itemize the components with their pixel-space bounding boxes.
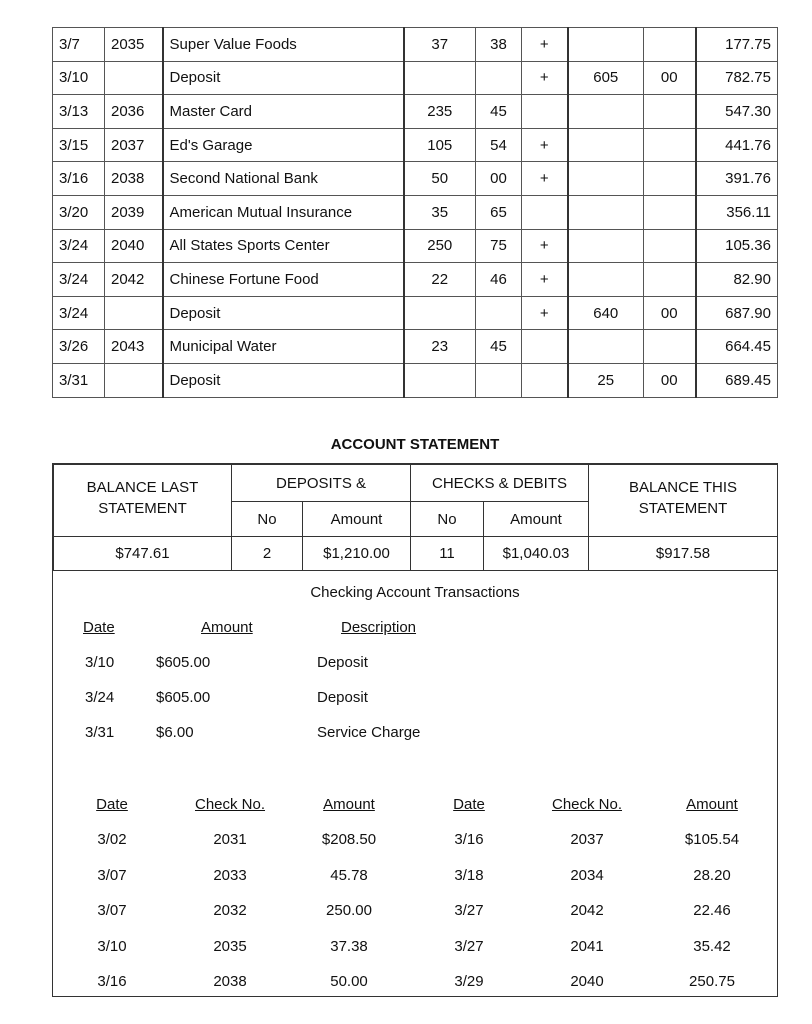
deposit-description: Deposit [317, 689, 368, 706]
check-date-left: 3/16 [97, 973, 127, 990]
reg-cleared-mark [522, 363, 568, 397]
check-date-right: 3/27 [454, 937, 484, 955]
reg-date: 3/16 [53, 162, 105, 196]
reg-date: 3/10 [53, 61, 105, 95]
reg-payment-dollars: 23 [404, 330, 476, 364]
check-amount-left: 250.00 [326, 902, 372, 919]
reg-payment-cents: 45 [476, 95, 522, 129]
reg-deposit-cents: 00 [644, 296, 696, 330]
reg-description: Ed's Garage [163, 128, 404, 162]
reg-balance: 664.45 [696, 330, 778, 364]
reg-cleared-mark: + [522, 229, 568, 263]
reg-description: Second National Bank [163, 162, 404, 196]
deposits-amount-value: $1,210.00 [303, 537, 411, 571]
check-date-right: 3/27 [454, 902, 484, 919]
check-amount-header-left: Amount [323, 796, 375, 813]
check-no-header-left: Check No. [194, 796, 266, 813]
reg-balance: 82.90 [696, 263, 778, 297]
reg-description: All States Sports Center [163, 229, 404, 263]
reg-deposit-dollars [568, 28, 644, 62]
reg-check-no: 2038 [105, 162, 163, 196]
reg-description: Municipal Water [163, 330, 404, 364]
register-row [53, 296, 778, 330]
reg-deposit-cents [644, 128, 696, 162]
reg-balance: 177.75 [696, 28, 778, 62]
reg-deposit-cents [644, 162, 696, 196]
checks-amount-value: $1,040.03 [484, 537, 589, 571]
check-no-header-right: Check No. [551, 796, 623, 813]
check-number-left: 2032 [213, 902, 247, 919]
deposit-date-header: Date [83, 619, 115, 636]
reg-deposit-dollars: 640 [568, 296, 644, 330]
reg-payment-dollars: 37 [404, 28, 476, 62]
reg-payment-cents [476, 61, 522, 95]
reg-date: 3/26 [53, 330, 105, 364]
checks-debits-header: CHECKS & DEBITS [411, 465, 589, 502]
reg-payment-dollars [404, 296, 476, 330]
reg-description: Super Value Foods [163, 28, 404, 62]
check-amount-right: 250.75 [689, 973, 735, 990]
reg-deposit-dollars [568, 95, 644, 129]
reg-description: Deposit [163, 363, 404, 397]
check-date-right: 3/16 [454, 831, 484, 848]
reg-date: 3/7 [53, 28, 105, 62]
deposit-amount-header: Amount [201, 619, 253, 636]
deposit-amount: $6.00 [156, 724, 194, 741]
reg-description: American Mutual Insurance [163, 195, 404, 229]
check-amount-right: 28.20 [693, 866, 731, 884]
check-date-header-left: Date [96, 796, 128, 813]
reg-cleared-mark: + [522, 296, 568, 330]
check-number-right: 2041 [570, 937, 604, 955]
reg-date: 3/24 [53, 229, 105, 263]
check-number-left: 2031 [213, 831, 247, 848]
reg-deposit-dollars [568, 330, 644, 364]
reg-check-no: 2042 [105, 263, 163, 297]
check-amount-left: 37.38 [330, 937, 368, 955]
reg-cleared-mark [522, 330, 568, 364]
reg-date: 3/15 [53, 128, 105, 162]
reg-payment-dollars: 250 [404, 229, 476, 263]
balance-last-header: BALANCE LAST STATEMENT [54, 465, 232, 537]
reg-payment-cents: 38 [476, 28, 522, 62]
transactions-title: Checking Account Transactions [310, 584, 520, 601]
reg-deposit-cents [644, 263, 696, 297]
register-row [53, 195, 778, 229]
reg-check-no: 2036 [105, 95, 163, 129]
checks-no-value: 11 [411, 537, 484, 571]
reg-deposit-cents [644, 330, 696, 364]
reg-balance: 441.76 [696, 128, 778, 162]
check-number-right: 2037 [570, 831, 604, 848]
reg-payment-cents [476, 296, 522, 330]
reg-check-no [105, 363, 163, 397]
reg-deposit-cents: 00 [644, 363, 696, 397]
reg-cleared-mark: + [522, 28, 568, 62]
reg-cleared-mark [522, 95, 568, 129]
check-amount-left: 45.78 [330, 866, 368, 884]
reg-deposit-cents: 00 [644, 61, 696, 95]
check-amount-header-right: Amount [686, 796, 738, 813]
reg-deposit-dollars [568, 229, 644, 263]
reg-payment-dollars: 235 [404, 95, 476, 129]
checks-no-header: No [411, 502, 484, 537]
reg-cleared-mark: + [522, 128, 568, 162]
reg-balance: 547.30 [696, 95, 778, 129]
register-row [53, 229, 778, 263]
register-row [53, 162, 778, 196]
check-number-right: 2042 [570, 902, 604, 919]
deposit-description: Service Charge [317, 724, 421, 741]
reg-check-no [105, 61, 163, 95]
reg-payment-cents: 46 [476, 263, 522, 297]
check-date-left: 3/10 [97, 937, 127, 955]
reg-payment-cents: 65 [476, 195, 522, 229]
check-date-right: 3/29 [454, 973, 484, 990]
reg-payment-dollars: 35 [404, 195, 476, 229]
reg-balance: 687.90 [696, 296, 778, 330]
reg-deposit-dollars [568, 162, 644, 196]
reg-date: 3/20 [53, 195, 105, 229]
reg-balance: 356.11 [696, 195, 778, 229]
statement-title: ACCOUNT STATEMENT [330, 436, 500, 453]
reg-deposit-dollars [568, 128, 644, 162]
balance-this-header: BALANCE THIS STATEMENT [589, 465, 778, 537]
reg-cleared-mark: + [522, 263, 568, 297]
check-amount-left: 50.00 [330, 973, 368, 990]
reg-check-no: 2039 [105, 195, 163, 229]
reg-cleared-mark [522, 195, 568, 229]
reg-check-no: 2037 [105, 128, 163, 162]
reg-date: 3/24 [53, 263, 105, 297]
reg-balance: 391.76 [696, 162, 778, 196]
reg-payment-dollars [404, 61, 476, 95]
deposit-date: 3/24 [85, 689, 115, 706]
account-statement [52, 463, 778, 997]
reg-deposit-dollars [568, 195, 644, 229]
reg-payment-cents [476, 363, 522, 397]
check-date-left: 3/07 [97, 866, 127, 884]
checks-amount-header: Amount [484, 502, 589, 537]
reg-date: 3/24 [53, 296, 105, 330]
statement-summary [53, 464, 778, 571]
reg-payment-dollars: 50 [404, 162, 476, 196]
reg-check-no [105, 296, 163, 330]
check-date-left: 3/02 [97, 831, 127, 848]
reg-deposit-dollars [568, 263, 644, 297]
register-row [53, 330, 778, 364]
check-date-left: 3/07 [97, 902, 127, 919]
deposits-no-value: 2 [232, 537, 303, 571]
register-row [53, 61, 778, 95]
reg-check-no: 2043 [105, 330, 163, 364]
reg-cleared-mark: + [522, 61, 568, 95]
reg-description: Master Card [163, 95, 404, 129]
check-date-header-right: Date [453, 796, 485, 813]
reg-payment-cents: 75 [476, 229, 522, 263]
register-row [53, 363, 778, 397]
reg-payment-cents: 00 [476, 162, 522, 196]
deposits-no-header: No [232, 502, 303, 537]
reg-payment-dollars [404, 363, 476, 397]
check-number-right: 2034 [570, 866, 604, 884]
reg-payment-dollars: 22 [404, 263, 476, 297]
reg-description: Chinese Fortune Food [163, 263, 404, 297]
reg-deposit-cents [644, 229, 696, 263]
reg-payment-dollars: 105 [404, 128, 476, 162]
reg-description: Deposit [163, 61, 404, 95]
check-amount-right: 35.42 [693, 937, 731, 955]
reg-check-no: 2040 [105, 229, 163, 263]
check-number-left: 2038 [213, 973, 247, 990]
check-amount-left: $208.50 [321, 831, 377, 848]
reg-balance: 689.45 [696, 363, 778, 397]
deposit-description: Deposit [317, 654, 368, 671]
deposits-header: DEPOSITS & [232, 465, 411, 502]
reg-date: 3/31 [53, 363, 105, 397]
register-row [53, 263, 778, 297]
deposit-date: 3/31 [85, 724, 115, 741]
check-amount-right: 22.46 [693, 902, 731, 919]
reg-balance: 105.36 [696, 229, 778, 263]
reg-deposit-cents [644, 28, 696, 62]
deposit-description-header: Description [341, 619, 417, 636]
reg-deposit-dollars: 25 [568, 363, 644, 397]
register-row [53, 128, 778, 162]
check-number-left: 2033 [213, 866, 247, 884]
reg-check-no: 2035 [105, 28, 163, 62]
deposit-amount: $605.00 [156, 689, 211, 706]
reg-deposit-cents [644, 95, 696, 129]
reg-description: Deposit [163, 296, 404, 330]
check-number-right: 2040 [570, 973, 604, 990]
reg-cleared-mark: + [522, 162, 568, 196]
reg-balance: 782.75 [696, 61, 778, 95]
check-date-right: 3/18 [454, 866, 484, 884]
balance-this-value: $917.58 [589, 537, 778, 571]
register-row [53, 28, 778, 62]
check-amount-right: $105.54 [684, 831, 740, 848]
reg-payment-cents: 45 [476, 330, 522, 364]
deposit-date: 3/10 [85, 654, 115, 671]
reg-deposit-dollars: 605 [568, 61, 644, 95]
balance-last-value: $747.61 [54, 537, 232, 571]
reg-deposit-cents [644, 195, 696, 229]
reg-payment-cents: 54 [476, 128, 522, 162]
reg-date: 3/13 [53, 95, 105, 129]
check-register [52, 27, 778, 398]
deposits-amount-header: Amount [303, 502, 411, 537]
check-number-left: 2035 [213, 937, 247, 955]
deposit-amount: $605.00 [156, 654, 211, 671]
register-row [53, 95, 778, 129]
